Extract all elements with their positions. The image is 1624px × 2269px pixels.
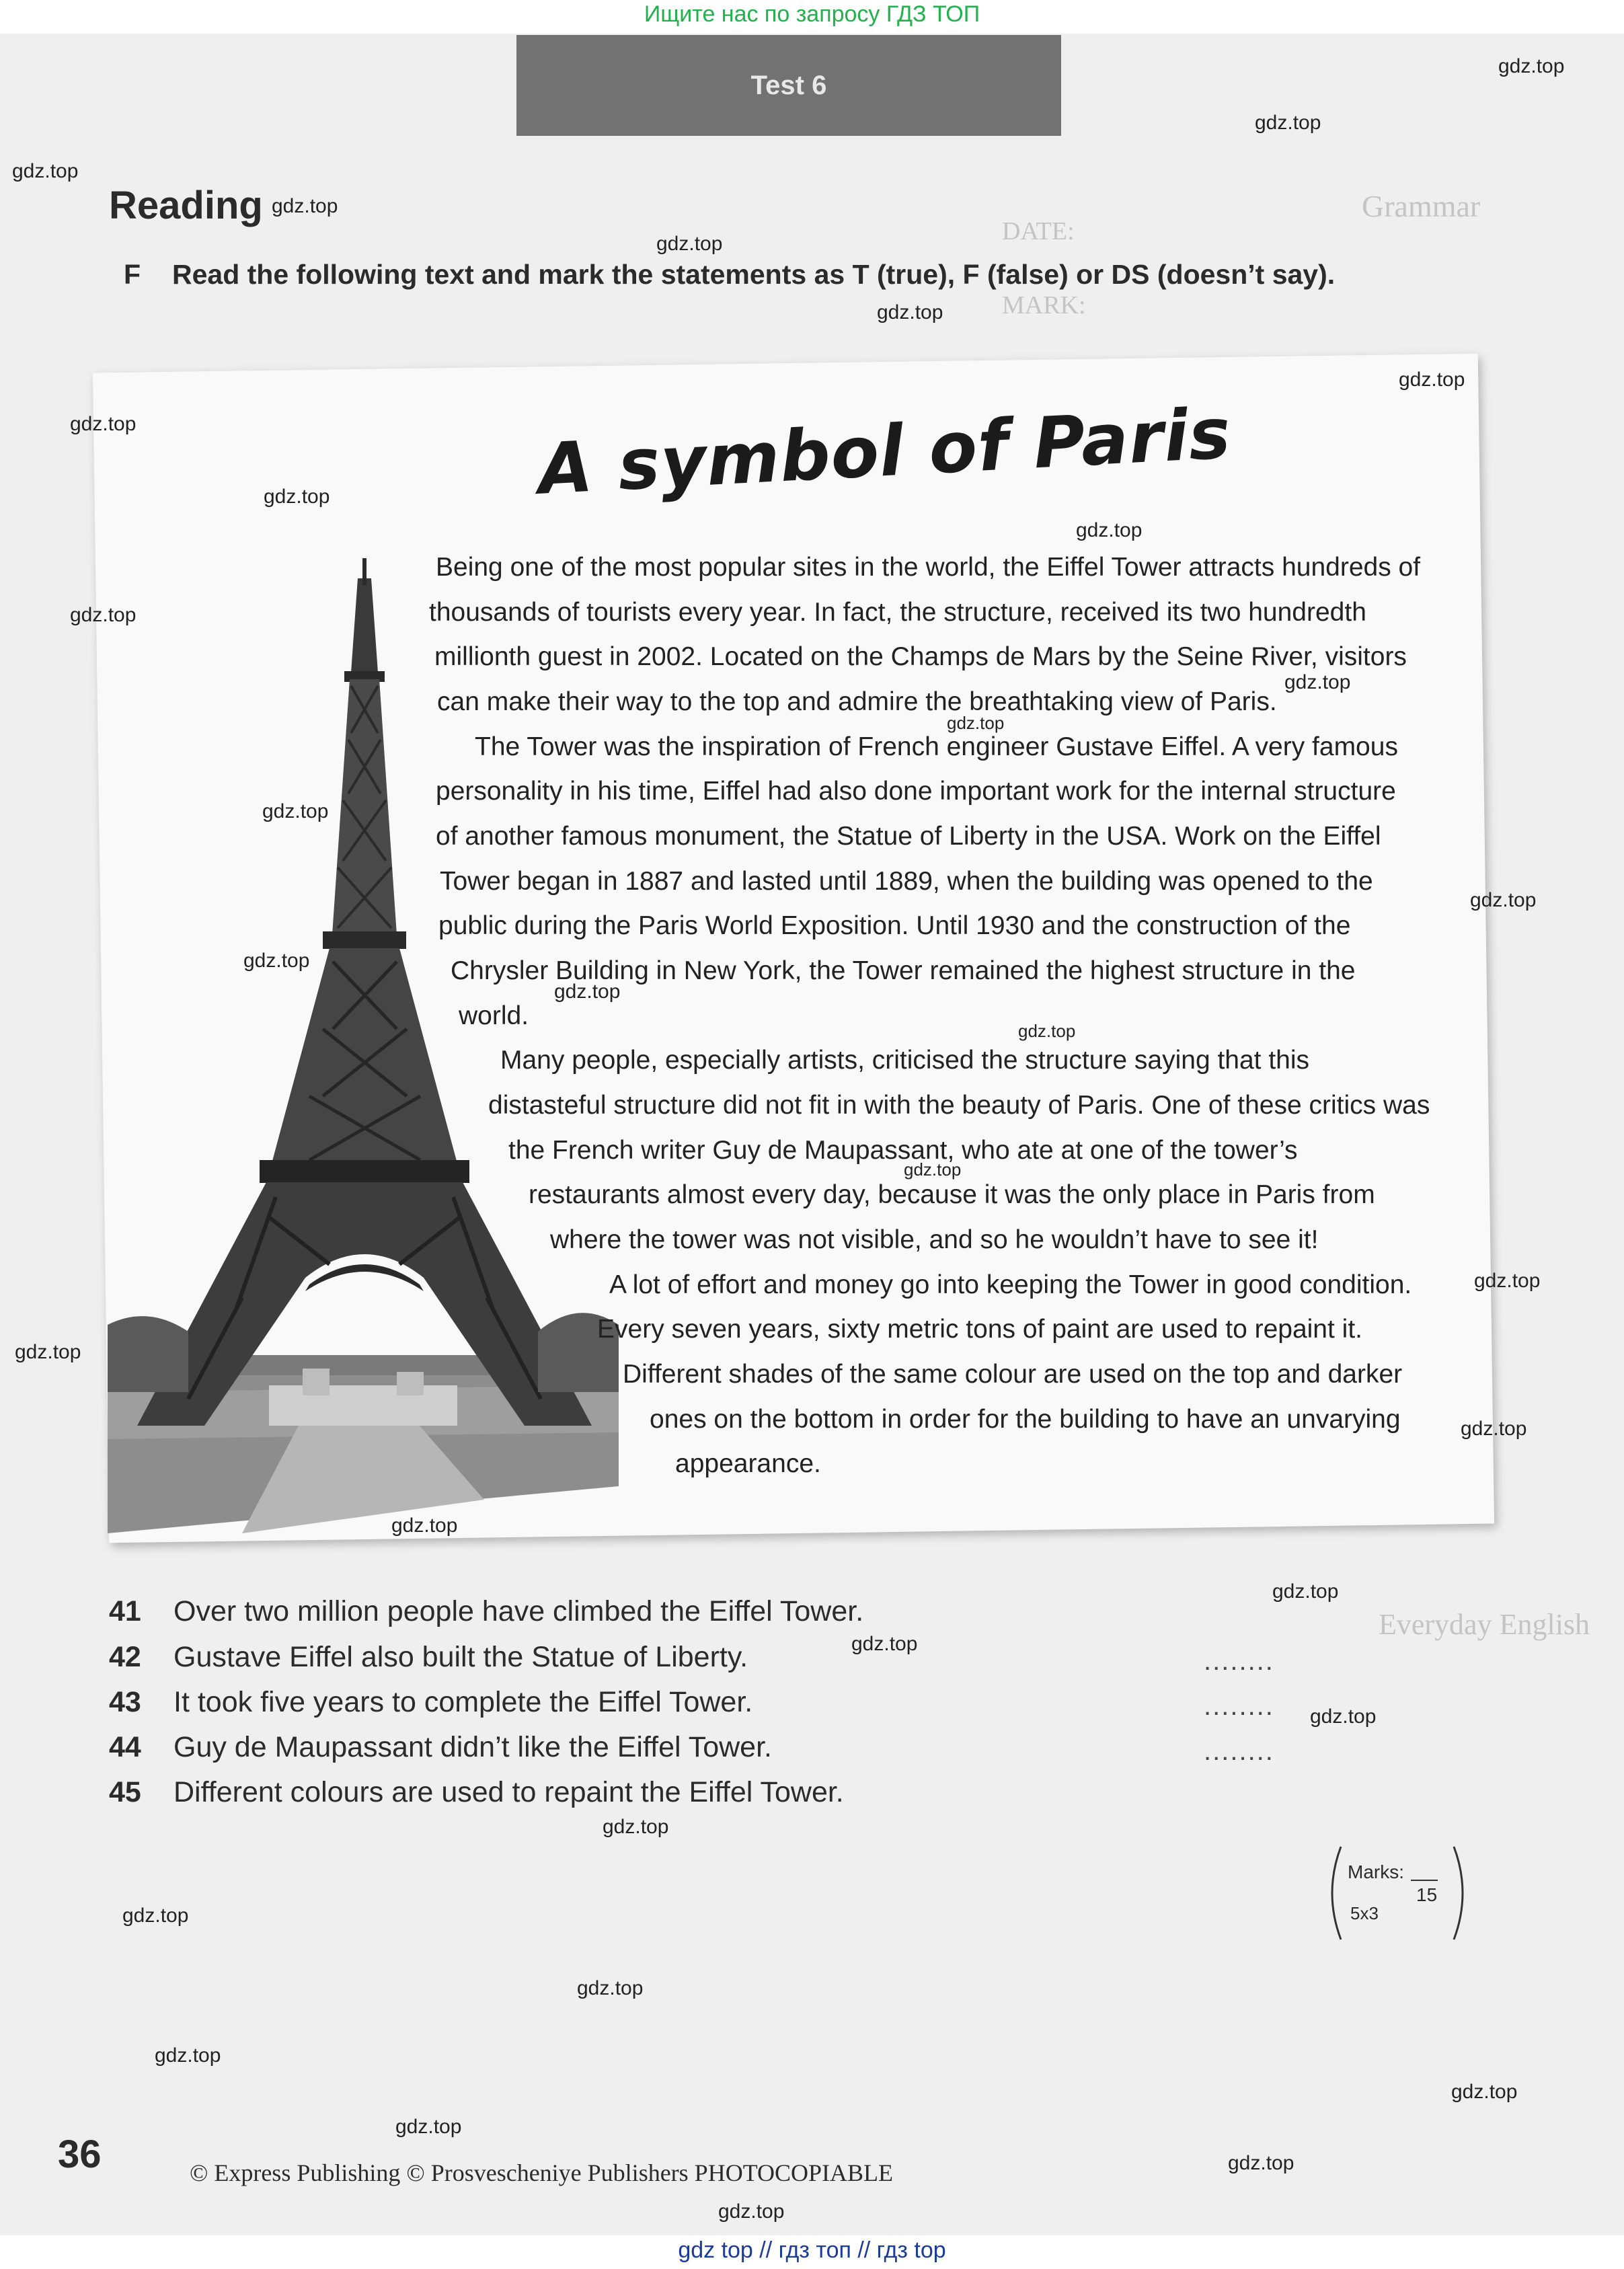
watermark: gdz.top <box>243 950 310 972</box>
article-line: ones on the bottom in order for the building to have an unvarying <box>650 1405 1401 1434</box>
statement-number: 41 <box>109 1595 141 1627</box>
article-line: Different shades of the same colour are used on the top and darker <box>623 1360 1403 1389</box>
watermark: gdz.top <box>1474 1270 1541 1292</box>
statement-number: 44 <box>109 1731 141 1763</box>
watermark: gdz.top <box>1399 369 1465 391</box>
statement-45 <box>109 1776 844 1809</box>
marks-total: 15 <box>1416 1884 1438 1905</box>
article-title: A symbol of Paris <box>536 392 1233 510</box>
article-line: The Tower was the inspiration of French engineer Gustave Eiffel. A very famous <box>475 732 1398 761</box>
article-line: millionth guest in 2002. Located on the Champs de Mars by the Seine River, visitors <box>434 642 1407 671</box>
test-header-tab <box>516 35 1061 136</box>
watermark: gdz.top <box>554 980 621 1003</box>
statement-number: 45 <box>109 1776 141 1808</box>
watermark: gdz.top <box>1255 112 1321 134</box>
article-line: Being one of the most popular sites in the world, the Eiffel Tower attracts hundreds of <box>436 553 1421 582</box>
statement-number: 43 <box>109 1686 141 1718</box>
article-line: can make their way to the top and admire the breathtaking view of Paris. <box>437 687 1277 716</box>
statement-text: Gustave Eiffel also built the Statue of Liberty. <box>173 1641 748 1673</box>
ghost-text-date: DATE: <box>1002 217 1075 245</box>
watermark: gdz.top <box>718 2200 785 2223</box>
watermark: gdz.top <box>603 1816 669 1838</box>
statement-number: 42 <box>109 1641 141 1673</box>
watermark: gdz.top <box>577 1977 644 1999</box>
watermark: gdz.top <box>1461 1418 1527 1440</box>
statement-text: Different colours are used to repaint the Eiffel Tower. <box>173 1776 844 1808</box>
watermark: gdz.top <box>851 1633 918 1655</box>
article-line: distasteful structure did not fit in with the beauty of Paris. One of these critics was <box>488 1091 1430 1120</box>
watermark: gdz.top <box>272 195 338 217</box>
watermark: gdz.top <box>264 486 330 508</box>
article-line: Many people, especially artists, criticised the structure saying that this <box>500 1046 1310 1075</box>
article-line: of another famous monument, the Statue of Liberty in the USA. Work on the Eiffel <box>436 822 1381 851</box>
answer-blank-44[interactable]: ........ <box>1204 1736 1274 1766</box>
watermark: gdz.top <box>1076 519 1143 541</box>
exercise-instruction <box>124 259 1335 291</box>
marks-brackets <box>1323 1843 1471 1944</box>
statement-text: It took five years to complete the Eiffel Tower. <box>173 1686 753 1718</box>
article-line: public during the Paris World Exposition. Until 1930 and the construction of the <box>438 911 1351 940</box>
instruction-text: Read the following text and mark the statements as T (true), F (false) or DS (doesn’t say). <box>172 259 1336 290</box>
watermark: gdz.top <box>1018 1021 1076 1041</box>
exercise-letter: F <box>124 259 141 290</box>
statement-43 <box>109 1686 752 1719</box>
watermark: gdz.top <box>1272 1580 1339 1603</box>
watermark: gdz.top <box>1470 889 1537 911</box>
marks-formula: 5x3 <box>1350 1903 1379 1923</box>
watermark: gdz.top <box>1310 1705 1377 1728</box>
watermark: gdz.top <box>904 1159 962 1180</box>
bottom-links[interactable]: gdz top // гдз топ // гдз top <box>678 2237 946 2263</box>
watermark: gdz.top <box>947 713 1005 733</box>
article-line: restaurants almost every day, because it was the only place in Paris from <box>529 1180 1375 1209</box>
statement-42 <box>109 1641 748 1674</box>
article-line: the French writer Guy de Maupassant, who ate at one of the tower’s <box>508 1136 1298 1165</box>
article-line: A lot of effort and money go into keeping the Tower in good condition. <box>609 1270 1412 1299</box>
article-line: world. <box>459 1001 529 1030</box>
ghost-text-mark: MARK: <box>1002 291 1086 319</box>
watermark: gdz.top <box>391 1514 458 1537</box>
statement-41 <box>109 1595 863 1628</box>
statement-text: Guy de Maupassant didn’t like the Eiffel Tower. <box>173 1731 772 1763</box>
top-search-note: Ищите нас по запросу ГДЗ ТОП <box>644 1 980 27</box>
watermark: gdz.top <box>656 233 723 255</box>
article-line: where the tower was not visible, and so he wouldn’t have to see it! <box>550 1225 1319 1254</box>
ghost-text-grammar: Grammar <box>1362 189 1481 223</box>
watermark: gdz.top <box>262 800 329 822</box>
footer-copyright: © Express Publishing © Prosvescheniye Publishers PHOTOCOPIABLE <box>190 2159 894 2186</box>
section-title: Reading <box>109 184 263 227</box>
article-line: Chrysler Building in New York, the Tower remained the highest structure in the <box>451 956 1356 985</box>
test-label: Test 6 <box>750 70 827 100</box>
watermark: gdz.top <box>1228 2152 1294 2174</box>
answer-blank-42[interactable]: ........ <box>1204 1646 1274 1676</box>
article-line: personality in his time, Eiffel had also done important work for the internal structure <box>436 777 1396 806</box>
watermark: gdz.top <box>877 301 943 323</box>
watermark: gdz.top <box>395 2116 462 2138</box>
watermark: gdz.top <box>122 1905 189 1927</box>
ghost-text-everyday-english: Everyday English <box>1379 1608 1590 1641</box>
article-line: appearance. <box>675 1449 821 1478</box>
answer-blank-43[interactable]: ........ <box>1204 1691 1274 1721</box>
watermark: gdz.top <box>1284 671 1351 693</box>
marks-box <box>1323 1843 1471 1944</box>
watermark: gdz.top <box>1451 2081 1518 2103</box>
watermark: gdz.top <box>1498 55 1565 77</box>
statement-text: Over two million people have climbed the Eiffel Tower. <box>173 1595 864 1627</box>
watermark: gdz.top <box>15 1341 81 1363</box>
watermark: gdz.top <box>155 2044 221 2067</box>
statement-44 <box>109 1731 772 1764</box>
article-line: Tower began in 1887 and lasted until 1889, when the building was opened to the <box>440 867 1373 896</box>
marks-label: Marks: <box>1348 1861 1404 1882</box>
article-line: Every seven years, sixty metric tons of paint are used to repaint it. <box>597 1315 1363 1344</box>
article-line: thousands of tourists every year. In fact, the structure, received its two hundredth <box>429 598 1366 627</box>
watermark: gdz.top <box>12 160 79 182</box>
page-number: 36 <box>58 2132 102 2176</box>
watermark: gdz.top <box>70 413 137 435</box>
watermark: gdz.top <box>70 604 137 626</box>
